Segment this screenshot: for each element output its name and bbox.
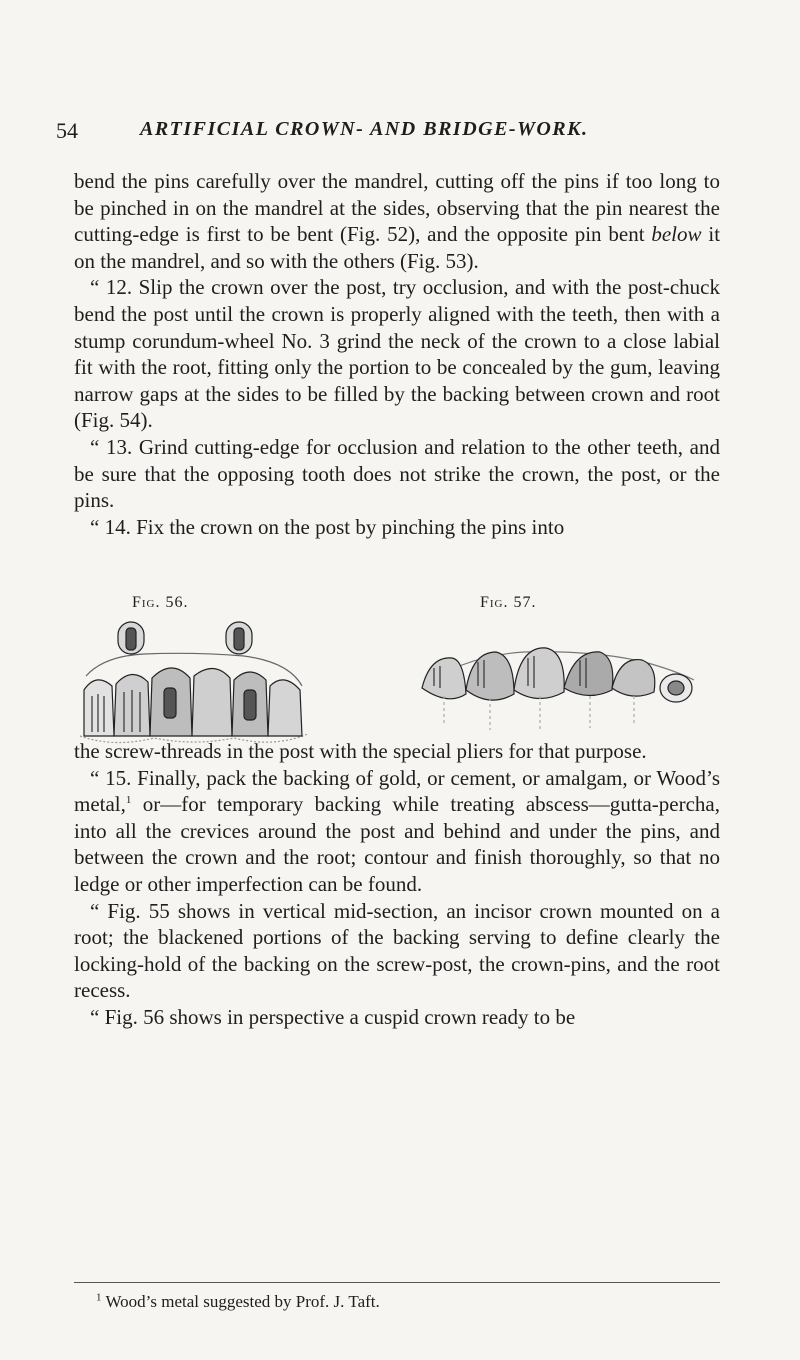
paragraph: the screw-threads in the post with the special pliers for that purpose. [74,739,647,763]
page-header [56,118,756,148]
fig-56-illustration [74,616,314,746]
paragraph-13: “ 13. Grind cutting-edge for occlusion and relation to the other teeth, and be sure that the opposing tooth does not strike the crown, the post, or the pins. [74,434,720,513]
page-number: 54 [56,118,78,143]
footnote-rule [74,1282,720,1283]
paragraph-14: “ 14. Fix the crown on the post by pinching the pins into [90,514,565,539]
text-block-top [74,168,720,540]
figures-row [74,594,724,744]
paragraph-fig-55: “ Fig. 55 shows in vertical mid-section, an incisor crown mounted on a root; the blackened portions of the backing serving to define clearly the locking-hold of the backing on the screw-post, the crown-pins, and the root recess. [74,898,720,1003]
paragraph: bend the pins carefully over the mandrel, cutting off the pins if too long to be pinched in on the mandrel at the sides, observing that the pin nearest the cutting-edge is first to be bent (Fig. 52), and the opposite pin bent below it on the mandrel, and so with the others (Fig. 53). [74,169,721,273]
text-block-bottom [74,738,720,1031]
paragraph-fig-56: “ Fig. 56 shows in perspective a cuspid crown ready to be [90,1004,576,1029]
paragraph-12: “ 12. Slip the crown over the post, try occlusion, and with the post-chuck bend the post until the crown is properly aligned with the teeth, then with a stump corundum-wheel No. 3 grind the neck of the crown to a close labial fit with the root, fitting only the portion to be concealed by the gum, leaving narrow gaps at the sides to be filled by the backing between crown and root (Fig. 54). [74,275,720,433]
fig-56-label: Fig. 56. [132,594,189,611]
footnote [96,1292,380,1312]
fig-57-illustration [404,616,704,746]
footnote-text: Wood’s metal suggested by Prof. J. Taft. [105,1292,380,1311]
fig-57-label: Fig. 57. [480,594,537,611]
paragraph-15: “ 15. Finally, pack the backing of gold, or cement, or amalgam, or Wood’s metal,$^1$ or—for temporary backing while treating abscess—gutta-percha, into all the crevices around the post and behind and under the pins, and between the crown and the root; contour and finish thoroughly, so that no ledge or other imperfection can be found. [74,765,720,896]
footnote-marker: 1 [125,794,132,807]
running-title: ARTIFICIAL CROWN- AND BRIDGE-WORK. [140,118,589,140]
footnote-number: 1 [96,1291,102,1304]
